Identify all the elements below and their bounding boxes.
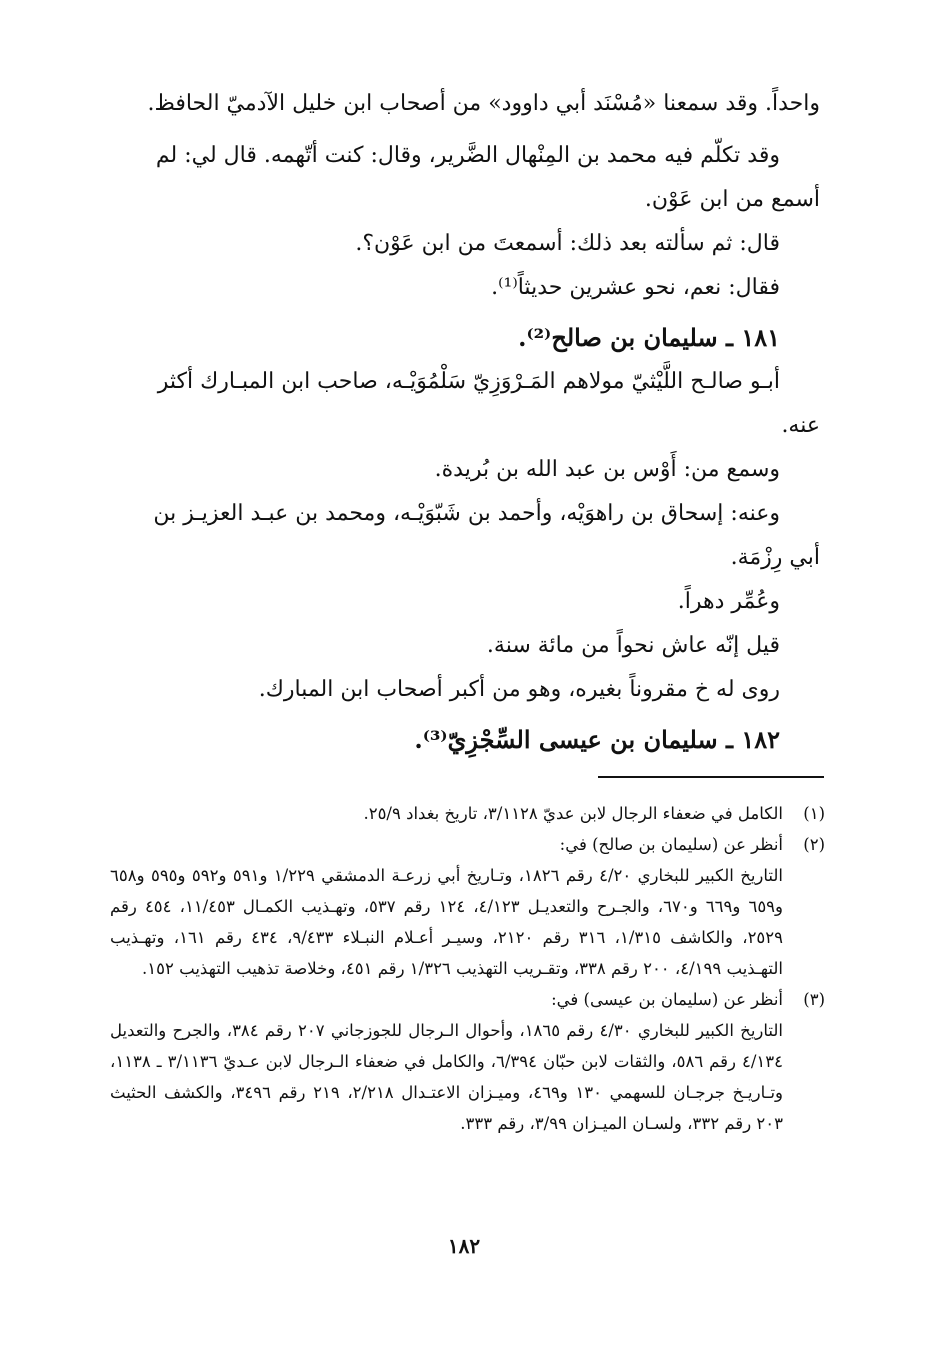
- text-line: وقد تكلّم فيه محمد بن المِنْهال الضَّرير، وقال: كنت أتّهمه. قال لي: لم: [155, 143, 780, 168]
- footnote-number: (٢): [803, 835, 825, 854]
- text-line: أبي رِزْمَة.: [730, 545, 820, 570]
- footnote-2: [110, 829, 825, 860]
- main-text: [100, 82, 820, 762]
- footnote-number: (١): [803, 804, 825, 823]
- footnote-text: الكامل في ضعفاء الرجال لابن عديّ ٣/١١٢٨، تاريخ بغداد ٢٥/٩.: [363, 804, 783, 823]
- footnote-body: التاريخ الكبير للبخاري ٤/٣٠ رقم ١٨٦٥، وأحوال الـرجال للجوزجاني ٢٠٧ رقم ٣٨٤، والجرح والتعديل ٤/١٣٤ رقم ٥٨٦، والثقات لابن حبّان ٦/٣٩٤، والكامل في ضعفاء الـرجال لابن عـديّ ٣/١١٣٦ ـ ١١٣٨، وتـاريـخ جرجـان للسهمي ١٣٠ و٤٦٩، وميـزان الاعتـدال ٢/٢١٨، ٢١٩ رقم ٣٤٩٦، والكشف الحثيث ٢٠٣ رقم ٣٣٢، ولسـان الميـزان ٣/٩٩، رقم ٣٣٣.: [110, 1021, 784, 1133]
- text-line: روى له خ مقروناً بغيره، وهو من أكبر أصحاب ابن المبارك.: [258, 677, 780, 702]
- text-line: وسمع من: أَوْس بن عبد الله بن بُريدة.: [434, 457, 780, 482]
- footnote-number: (٣): [803, 990, 825, 1009]
- text-line: وعُمِّر دهراً.: [677, 589, 780, 614]
- footnote-body: التاريخ الكبير للبخاري ٤/٢٠ رقم ١٨٢٦، وتـاريخ أبي زرعـة الدمشقي ١/٢٢٩ و٥٩١ و٥٩٢ و٥٩٥ و٦٥٨ و٦٥٩ و٦٦٩ و٦٧٠، والجـرح والتعديـل ٤/١٢٣، ١٢٤ رقم ٥٣٧، وتهـذيب الكمـال ١١/٤٥٣، ٤٥٤ رقم ٢٥٢٩، والكاشف ١/٣١٥، ٣١٦ رقم ٢١٢٠، وسيـر أعـلام النبـلاء ٩/٤٣٣، ٤٣٤ رقم ١٦١، وتهـذيب التهـذيب ٤/١٩٩، ٢٠٠ رقم ٣٣٨، وتقـريب التهذيب ١/٣٢٦ رقم ٤٥١، وخلاصة تذهيب التهذيب ١٥٢.: [110, 866, 784, 978]
- text-line: فقال: نعم، نحو عشرين حديثاً⁽¹⁾.: [491, 275, 780, 300]
- text-line: واحداً. وقد سمعنا «مُسْنَد أبي داوود» من أصحاب ابن خليل الآدميّ الحافظ.: [147, 91, 820, 116]
- footnote-divider: [598, 776, 824, 778]
- page-number: ١٨٢: [447, 1234, 481, 1258]
- footnote-intro: أنظر عن (سليمان بن عيسى) في:: [551, 990, 783, 1009]
- text-line: أسمع من ابن عَوْن.: [644, 187, 820, 212]
- text-line: قال: ثم سألته بعد ذلك: أسمعتَ من ابن عَوْن؟.: [355, 231, 780, 256]
- text-line: قيل إنّه عاش نحواً من مائة سنة.: [486, 633, 780, 658]
- footnote-1: [110, 798, 825, 829]
- entry-heading-182: ١٨٢ ـ سليمان بن عيسى السِّجْزِيّ⁽³⁾.: [414, 725, 780, 754]
- entry-heading-181: ١٨١ ـ سليمان بن صالح⁽²⁾.: [518, 323, 780, 352]
- footnote-intro: أنظر عن (سليمان بن صالح) في:: [559, 835, 783, 854]
- text-line: أبـو صالـح اللَّيْثيّ مولاهم المَـرْوَزِيّ سَلْمُوَيْـه، صاحب ابن المبـارك أكثر: [157, 369, 780, 394]
- footnotes: [110, 798, 825, 1139]
- footnote-3: [110, 984, 825, 1015]
- text-line: عنه.: [781, 413, 820, 438]
- text-line: وعنه: إسحاق بن راهوَيْه، وأحمد بن شَبّوَيْـه، ومحمد بن عبـد العزيـز بن: [153, 501, 780, 526]
